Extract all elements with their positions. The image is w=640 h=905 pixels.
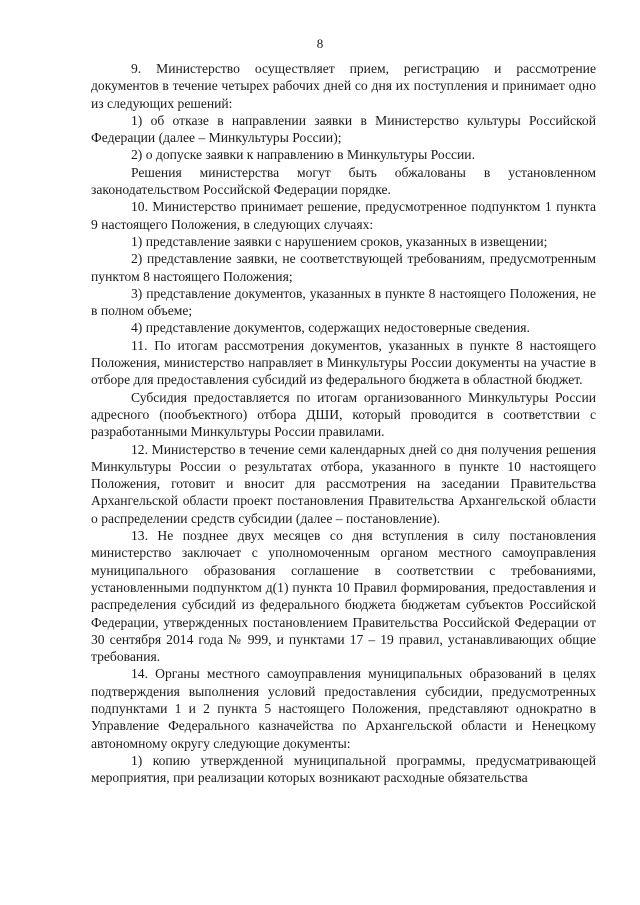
document-body <box>91 60 596 786</box>
paragraph-11: 11. По итогам рассмотрения документов, указанных в пункте 8 настоящего Положения, министерство направляет в Минкультуры России документы на участие в отборе для предоставления субсидий из федерального бюджета в областной бюджет. <box>91 337 596 388</box>
paragraph-14: 14. Органы местного самоуправления муниципальных образований в целях подтверждения выполнения условий предоставления субсидии, предусмотренных подпунктами 1 и 2 пункта 5 настоящего Положения, представляют однократно в Управление Федерального казначейства по Архангельской области и Ненецкому автономному округу следующие документы: <box>91 666 596 751</box>
paragraph-13: 13. Не позднее двух месяцев со дня вступления в силу постановления министерство заключает с уполномоченным органом местного самоуправления муниципального образования соглашение в соответствии с требованиями, установленными подпунктом д(1) пункта 10 Правил формирования, предоставления и распределения субсидий из федерального бюджета бюджетам субъектов Российской Федерации, утвержденных постановлением Правительства Российской Федерации от 30 сентября 2014 года № 999, и пунктами 17 – 19 правил, устанавливающих общие требования. <box>91 528 596 665</box>
paragraph-10-item-1: 1) представление заявки с нарушением сроков, указанных в извещении; <box>131 233 548 249</box>
paragraph-10-item-4: 4) представление документов, содержащих недостоверные сведения. <box>131 320 530 336</box>
paragraph-10: 10. Министерство принимает решение, предусмотренное подпунктом 1 пункта 9 настоящего Положения, в следующих случаях: <box>91 199 596 232</box>
paragraph-9: 9. Министерство осуществляет прием, регистрацию и рассмотрение документов в течение четырех рабочих дней со дня их поступления и принимает одно из следующих решений: <box>91 61 596 111</box>
paragraph-12: 12. Министерство в течение семи календарных дней со дня получения решения Минкультуры России о результатах отбора, указанного в пункте 10 настоящего Положения, готовит и вносит для рассмотрения на заседании Правительства Архангельской области проект постановления Правительства Архангельской области о распределении средств субсидии (далее – постановление). <box>91 441 596 526</box>
paragraph-10-item-2: 2) представление заявки, не соответствующей требованиям, предусмотренным пунктом 8 настоящего Положения; <box>91 251 596 284</box>
paragraph-10-item-3: 3) представление документов, указанных в пункте 8 настоящего Положения, не в полном объеме; <box>91 285 596 319</box>
paragraph-9-item-2: 2) о допуске заявки к направлению в Минкультуры России. <box>131 147 475 163</box>
page-number: 8 <box>316 36 324 51</box>
paragraph-9-item-1: 1) об отказе в направлении заявки в Министерство культуры Российской Федерации (далее – Минкультуры России); <box>91 112 596 146</box>
paragraph-14-item-1: 1) копию утвержденной муниципальной программы, предусматривающей мероприятия, при реализации которых возникают расходные обязательства <box>91 752 596 786</box>
paragraph-subsidy: Субсидия предоставляется по итогам организованного Минкультуры России адресного (пообъектного) отбора ДШИ, который проводится в соответствии с разработанными Минкультуры России правилами. <box>91 389 596 440</box>
paragraph-appeal: Решения министерства могут быть обжалованы в установленном законодательством Российской Федерации порядке. <box>91 164 596 198</box>
